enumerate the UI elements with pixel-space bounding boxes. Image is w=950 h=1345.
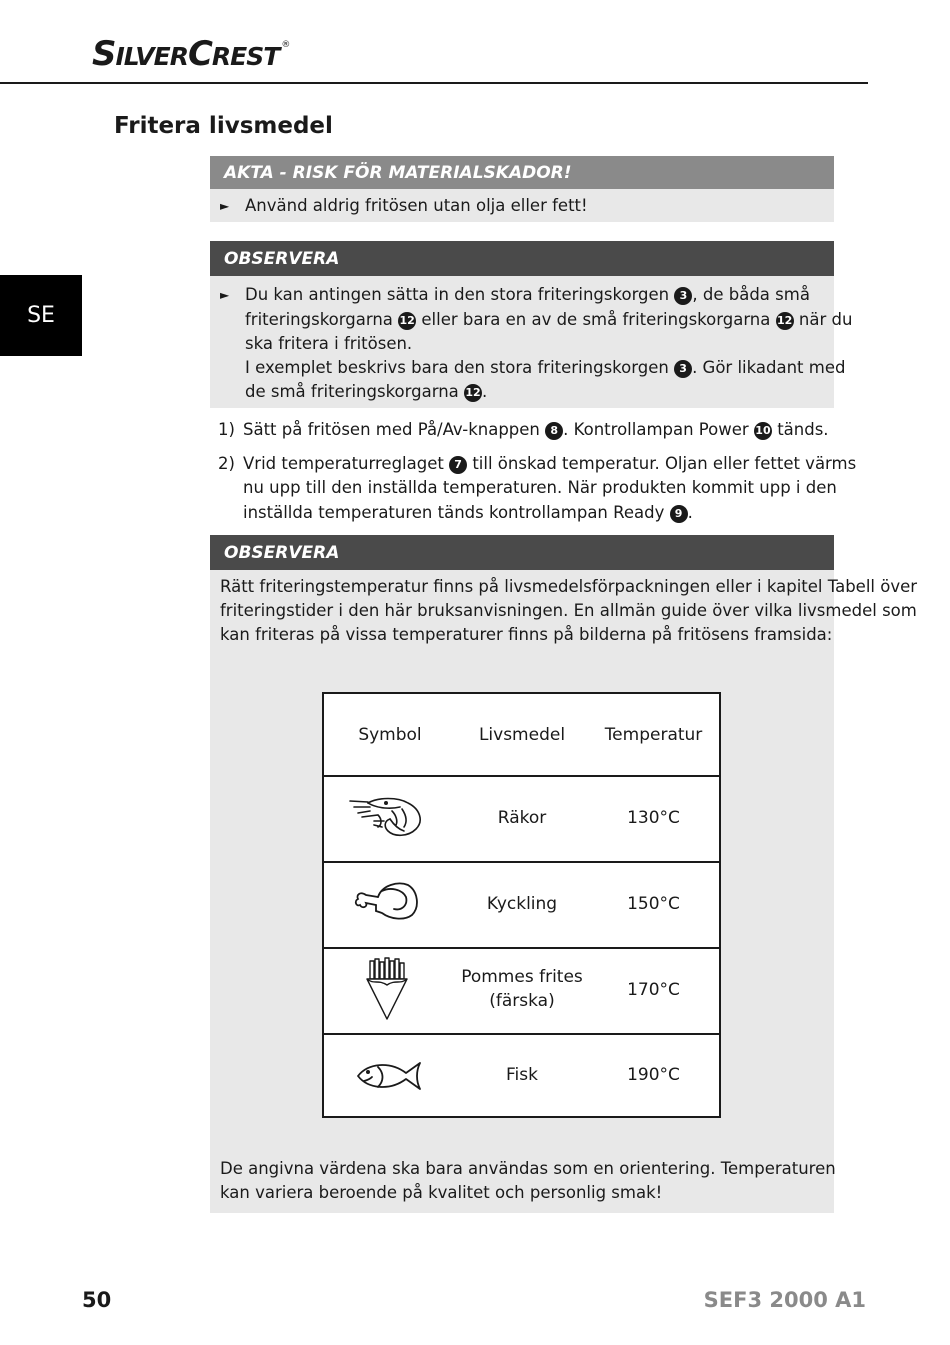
note-box-title: OBSERVERA — [210, 535, 834, 570]
table-row — [324, 1035, 719, 1118]
note-footnote: De angivna värdena ska bara användas som en orientering. Temperaturen — [220, 1159, 836, 1178]
ref-number-badge: 7 — [449, 456, 467, 474]
warning-box-title: AKTA - RISK FÖR MATERIALSKADOR! — [210, 156, 834, 189]
table-row — [324, 949, 719, 1033]
column-header: Livsmedel — [478, 725, 566, 745]
fries-icon — [364, 957, 410, 1021]
step-number: 1) — [218, 420, 235, 439]
ref-number-badge: 12 — [464, 384, 482, 402]
food-name: Fisk — [506, 1065, 538, 1085]
ref-number-badge: 8 — [545, 422, 563, 440]
food-temperature: 150°C — [627, 894, 680, 914]
ref-number-badge: 9 — [670, 505, 688, 523]
column-header: Temperatur — [604, 725, 703, 745]
table-header-row — [324, 694, 719, 775]
food-temperature: 130°C — [627, 808, 680, 828]
step-text: inställda temperaturen tänds kontrollampan Ready 9 . — [243, 503, 693, 522]
ref-number-badge: 10 — [754, 422, 772, 440]
brand-logo: SILVERCREST ® — [92, 34, 290, 74]
step-text: Sätt på fritösen med På/Av-knappen 8 . Kontrollampan Power 10 tänds. — [243, 420, 829, 439]
food-name-note: (färska) — [489, 991, 555, 1011]
column-header: Symbol — [358, 725, 422, 745]
bullet-arrow-icon: ► — [220, 288, 230, 302]
section-heading: Fritera livsmedel — [114, 113, 333, 139]
note-paragraph: kan friteras på vissa temperaturer finns på bilderna på fritösens framsida: — [220, 625, 833, 644]
step-text: nu upp till den inställda temperaturen. När produkten kommit upp i den — [243, 478, 837, 497]
note-line: de små friteringskorgarna 12. — [245, 382, 488, 401]
food-name: Räkor — [497, 808, 547, 828]
note-line: I exemplet beskrivs bara den stora friteringskorgen 3 . Gör likadant med — [245, 358, 846, 377]
ref-number-badge: 3 — [674, 287, 692, 305]
fish-icon — [356, 1059, 422, 1093]
page-number: 50 — [82, 1288, 112, 1312]
note-box — [210, 276, 853, 408]
ref-number-badge: 12 — [398, 312, 416, 330]
shrimp-icon — [348, 795, 424, 839]
warning-item: Använd aldrig fritösen utan olja eller fett! — [245, 196, 588, 215]
note-paragraph: Rätt friteringstemperatur finns på livsmedelsförpackningen eller i kapitel Tabell över — [220, 577, 918, 596]
language-tab: SE — [0, 275, 82, 356]
note-line: friteringskorgarna 12 eller bara en av de små friteringskorgarna 12 när du — [245, 310, 853, 329]
temperature-table — [322, 692, 721, 1118]
food-temperature: 170°C — [627, 980, 680, 1000]
note-footnote: kan variera beroende på kvalitet och personlig smak! — [220, 1183, 663, 1202]
table-row — [324, 863, 719, 947]
step-number: 2) — [218, 454, 235, 473]
header-rule — [0, 82, 868, 84]
note-line: ska fritera i fritösen. — [245, 334, 413, 353]
ref-number-badge: 12 — [776, 312, 794, 330]
table-row — [324, 777, 719, 861]
food-temperature: 190°C — [627, 1065, 680, 1085]
note-line: Du kan antingen sätta in den stora friteringskorgen 3 , de båda små — [245, 285, 810, 304]
ref-number-badge: 3 — [674, 360, 692, 378]
step-text: Vrid temperaturreglaget 7 till önskad temperatur. Oljan eller fettet värms — [243, 454, 857, 473]
warning-box — [210, 189, 834, 222]
food-name: Kyckling — [486, 894, 558, 914]
note-box-title: OBSERVERA — [210, 241, 834, 276]
food-name: Pommes frites — [461, 967, 583, 987]
model-number: SEF3 2000 A1 — [703, 1288, 866, 1312]
bullet-arrow-icon: ► — [220, 199, 230, 213]
note-paragraph: friteringstider i den här bruksanvisningen. En allmän guide över vilka livsmedel som — [220, 601, 917, 620]
chicken-leg-icon — [354, 879, 420, 923]
